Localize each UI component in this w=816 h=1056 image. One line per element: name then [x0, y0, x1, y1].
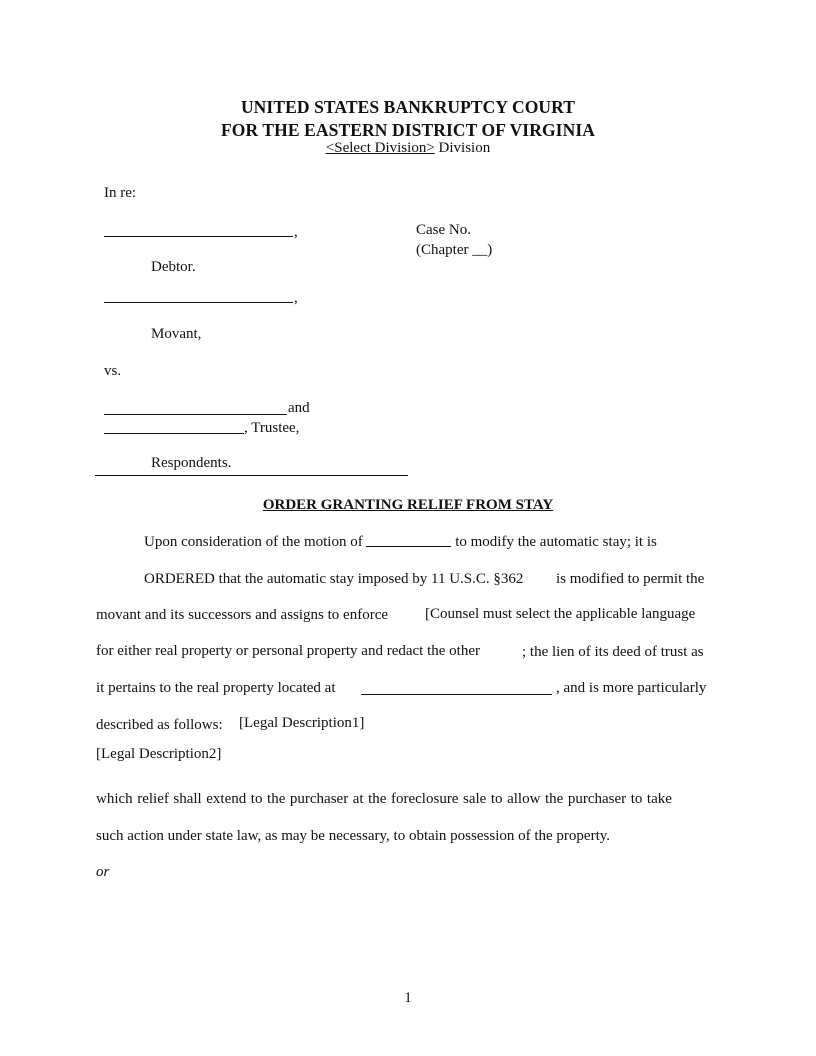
division-select-field[interactable]: <Select Division> — [325, 140, 435, 156]
p2-line1-b: is modified to permit the — [556, 571, 705, 587]
legal-description-1-field[interactable]: [Legal Description1] — [239, 715, 365, 731]
p2-line2-a: movant and its successors and assigns to enforce — [96, 607, 389, 623]
property-address-blank[interactable] — [361, 694, 552, 695]
vs-label: vs. — [104, 363, 122, 379]
counsel-instruction-continued[interactable]: for either real property or personal property and redact the other — [96, 643, 480, 659]
movant-comma: , — [294, 290, 298, 306]
caption-bottom-rule — [95, 475, 408, 476]
debtor-comma: , — [294, 224, 298, 240]
in-re-label: In re: — [104, 185, 137, 201]
counsel-instruction-field[interactable]: [Counsel must select the applicable language — [425, 606, 696, 622]
or-label: or — [96, 864, 110, 880]
p2-line3-b: ; the lien of its deed of trust as — [522, 644, 704, 660]
division-suffix: Division — [434, 140, 491, 156]
debtor-name-blank[interactable] — [104, 236, 293, 237]
movant-name-blank[interactable] — [104, 302, 293, 303]
p3-line2: such action under state law, as may be necessary, to obtain possession of the property. — [96, 828, 611, 844]
p2-line4-b: , and is more particularly — [556, 680, 707, 696]
movant-blank[interactable] — [366, 546, 451, 547]
p2-line1-a: ORDERED that the automatic stay imposed by 11 U.S.C. §362 — [144, 571, 524, 587]
chapter-label: (Chapter __) — [416, 242, 493, 258]
p3-line1 — [96, 792, 719, 807]
respondent-name-blank[interactable] — [104, 414, 287, 415]
district-name: FOR THE EASTERN DISTRICT OF VIRGINIA — [221, 120, 595, 140]
division-line — [0, 141, 816, 156]
order-title: ORDER GRANTING RELIEF FROM STAY — [262, 497, 554, 513]
p3-line1-text: which relief shall extend to the purchaser at the foreclosure sale to allow the purchaser to take — [96, 791, 672, 807]
p1-text-a: Upon consideration of the motion of — [144, 534, 367, 550]
trustee-name-blank[interactable] — [104, 433, 244, 434]
trustee-label: , Trustee, — [244, 420, 300, 436]
p2-line5-a: described as follows: — [96, 717, 223, 733]
movant-label: Movant, — [151, 326, 202, 342]
debtor-label: Debtor. — [151, 259, 196, 275]
and-label: and — [288, 400, 310, 416]
p2-line4-a — [96, 681, 336, 696]
page-number: 1 — [404, 990, 412, 1006]
court-name: UNITED STATES BANKRUPTCY COURT — [240, 97, 576, 117]
p1-text-b: to modify the automatic stay; it is — [451, 534, 657, 550]
p2-line4-text: it pertains to the real property located at — [96, 680, 336, 696]
legal-description-2-field[interactable]: [Legal Description2] — [96, 746, 222, 762]
paragraph-1 — [144, 535, 657, 550]
case-number-label: Case No. — [416, 222, 471, 238]
respondents-label: Respondents. — [151, 455, 232, 471]
